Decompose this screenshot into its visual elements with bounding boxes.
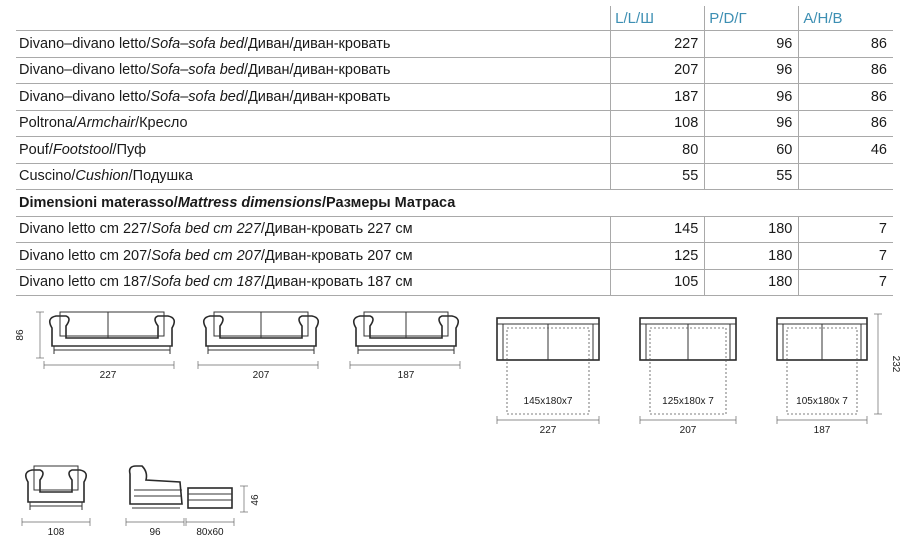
mattress-size-label: 105x180x 7 xyxy=(796,396,848,407)
row-label: Poltrona/Armchair/Кресло xyxy=(16,110,611,137)
row-label: Cuscino/Cushion/Подушка xyxy=(16,163,611,190)
row-depth: 180 xyxy=(705,269,799,296)
bed-width-label: 227 xyxy=(539,425,557,436)
row-depth: 180 xyxy=(705,243,799,270)
row-height: 86 xyxy=(799,57,893,84)
row-depth: 55 xyxy=(705,163,799,190)
row-length: 55 xyxy=(611,163,705,190)
pouf-size-label: 80x60 xyxy=(196,527,224,538)
pouf-drawing xyxy=(186,486,248,526)
row-length: 207 xyxy=(611,57,705,84)
row-depth: 96 xyxy=(705,31,799,58)
header-depth: P/D/Г xyxy=(705,6,799,31)
row-length: 80 xyxy=(611,137,705,164)
header-length: L/L/Ш xyxy=(611,6,705,31)
sofa-front-207-drawing xyxy=(198,312,318,369)
bed-depth-label: 232 xyxy=(890,355,901,373)
row-height: 7 xyxy=(799,243,893,270)
row-length: 125 xyxy=(611,243,705,270)
row-label: Divano letto cm 207/Sofa bed cm 207/Диван-кровать 207 см xyxy=(16,243,611,270)
mattress-section-title: Dimensioni materasso/Mattress dimensions/Размеры Матраса xyxy=(16,190,893,217)
sofa-front-187-drawing xyxy=(350,312,460,369)
row-height: 7 xyxy=(799,269,893,296)
row-depth: 180 xyxy=(705,216,799,243)
side-depth-label: 96 xyxy=(149,527,161,538)
row-height: 7 xyxy=(799,216,893,243)
bed-plan-187-drawing xyxy=(777,314,882,424)
row-label: Pouf/Footstool/Пуф xyxy=(16,137,611,164)
row-label: Divano letto cm 187/Sofa bed cm 187/Диван-кровать 187 см xyxy=(16,269,611,296)
bed-width-label: 187 xyxy=(813,425,831,436)
sofa-height-label: 86 xyxy=(15,329,26,341)
row-height: 86 xyxy=(799,31,893,58)
armchair-width-label: 108 xyxy=(47,527,65,538)
row-length: 187 xyxy=(611,84,705,111)
row-depth: 96 xyxy=(705,110,799,137)
row-depth: 96 xyxy=(705,84,799,111)
bed-plan-207-drawing xyxy=(640,318,736,424)
row-label: Divano–divano letto/Sofa–sofa bed/Диван/диван-кровать xyxy=(16,31,611,58)
row-height: 86 xyxy=(799,110,893,137)
bed-plan-227-drawing xyxy=(497,318,599,424)
bed-width-label: 207 xyxy=(679,425,697,436)
row-height: 86 xyxy=(799,84,893,111)
row-length: 145 xyxy=(611,216,705,243)
sofa-width-label: 187 xyxy=(397,370,415,381)
header-height: A/H/B xyxy=(799,6,893,31)
row-height: 46 xyxy=(799,137,893,164)
row-label: Divano–divano letto/Sofa–sofa bed/Диван/диван-кровать xyxy=(16,57,611,84)
sofa-width-label: 227 xyxy=(99,370,117,381)
pouf-height-label: 46 xyxy=(250,494,261,506)
sofa-side-drawing xyxy=(126,466,184,526)
row-length: 108 xyxy=(611,110,705,137)
mattress-size-label: 145x180x7 xyxy=(523,396,573,407)
armchair-front-drawing xyxy=(22,466,90,526)
mattress-size-label: 125x180x 7 xyxy=(662,396,714,407)
row-label: Divano letto cm 227/Sofa bed cm 227/Диван-кровать 227 см xyxy=(16,216,611,243)
row-length: 105 xyxy=(611,269,705,296)
row-label: Divano–divano letto/Sofa–sofa bed/Диван/диван-кровать xyxy=(16,84,611,111)
row-depth: 60 xyxy=(705,137,799,164)
row-depth: 96 xyxy=(705,57,799,84)
sofa-front-227-drawing xyxy=(36,312,174,369)
row-length: 227 xyxy=(611,31,705,58)
sofa-width-label: 207 xyxy=(252,370,270,381)
